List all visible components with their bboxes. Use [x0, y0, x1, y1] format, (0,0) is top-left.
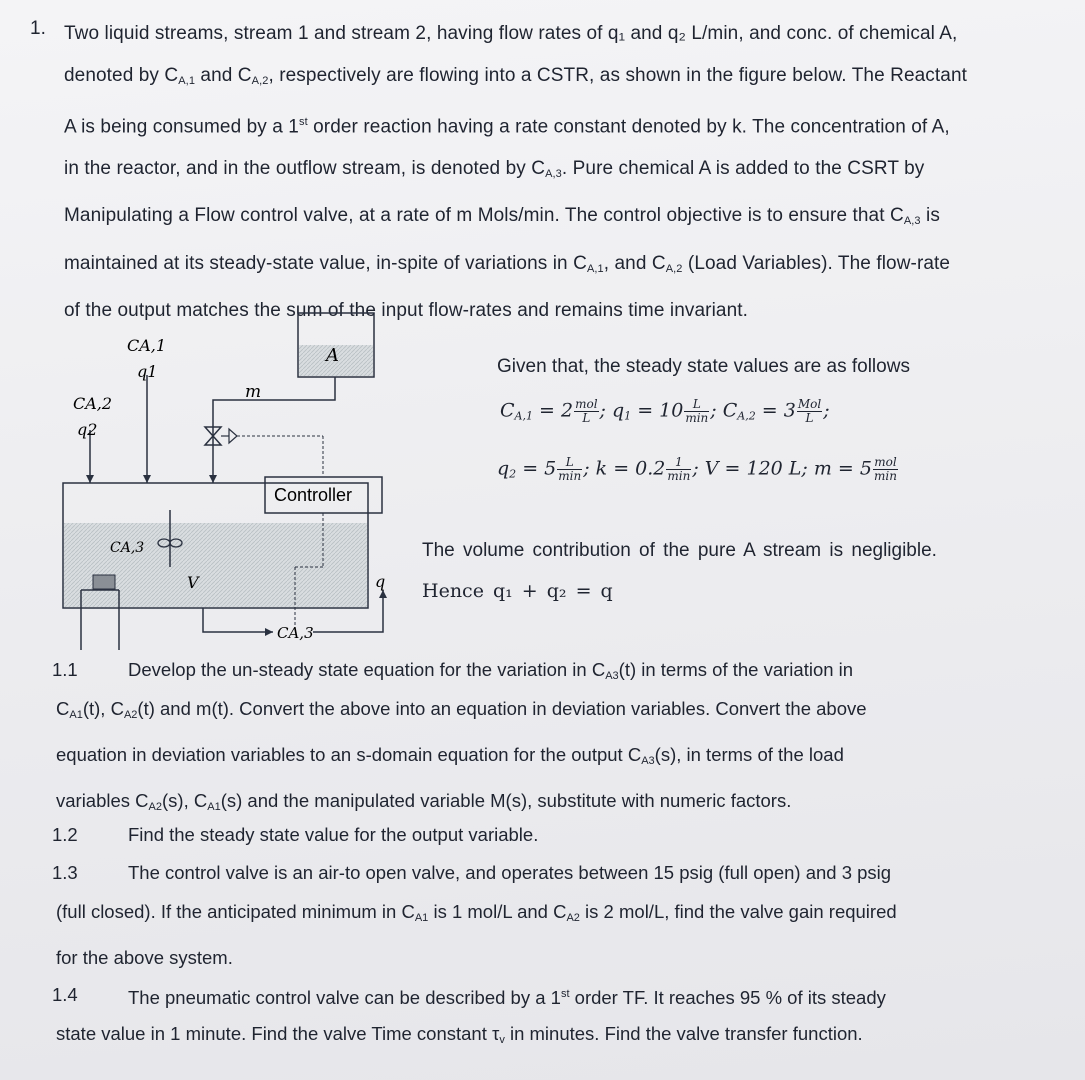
- hence-note: Hence q₁ + q₂ = q: [422, 580, 613, 602]
- question-line: of the output matches the sum of the input flow-rates and remains time invariant.: [64, 300, 749, 322]
- ca2-label: CA,2: [73, 394, 113, 413]
- part-continuation: (full closed). If the anticipated minimum in $C_{A1}$ is 1 mol/L and $C_{A2}$ is 2 mol/L, find the valve gain required for the above system.: [56, 901, 897, 968]
- outflow-line: [203, 608, 273, 632]
- ca3-tank-label: CA,3: [110, 540, 145, 556]
- given-row-1: $C_{A,1} = 2$ $\frac{\text{mol}}{L}$ ; $q_1 = 10$ $\frac{L}{\min}$ ; $C_{A,2} = 3$ $\frac{\text{Mol}}{L}$ ;: [500, 397, 830, 425]
- part-text: The control valve is an air-to open valve, and operates between 15 psig (full open) and 3 psig: [128, 862, 892, 883]
- valve-actuator: [229, 429, 237, 443]
- q2-label: q2: [77, 420, 98, 439]
- question-line: in the reactor, and in the outflow stream, is denoted by $C_{A,3}$. Pure chemical A is added to the CSRT by: [64, 157, 925, 180]
- given-intro: Given that, the steady state values are as follows: [497, 356, 910, 377]
- question-line: A is being consumed by a 1st order reaction having a rate constant denoted by k. The concentration of A,: [64, 116, 950, 138]
- part-number: 1.2: [52, 824, 78, 845]
- tank-a-label: A: [326, 345, 339, 366]
- part-number: 1.3: [52, 862, 78, 883]
- part-continuation: state value in 1 minute. Find the valve Time constant $\tau_v$ in minutes. Find the valve transfer function.: [56, 1023, 863, 1046]
- question-line: maintained at its steady-state value, in-spite of variations in $C_{A,1}$, and $C_{A,2}$ (Load Variables). The flow-rate: [64, 252, 951, 275]
- question-line: Two liquid streams, stream 1 and stream 2, having flow rates of q₁ and q₂ L/min, and conc. of chemical A,: [64, 23, 958, 44]
- q-label: q: [375, 572, 386, 591]
- part-continuation: $C_{A1}(t)$, $C_{A2}(t)$ and m(t). Convert the above into an equation in deviation variables. Convert the above equation in deviation variables to an s-domain equation for the output $C_{A3}(s)$, in terms of the load variables $C_{A2}(s)$, $C_{A1}(s)$ and the manipulated variable M(s), substitute with numeric factors.: [56, 698, 867, 813]
- m-label: m: [245, 382, 262, 402]
- volume-note: The volume contribution of the pure A stream is negligible.: [422, 540, 937, 561]
- given-row-2: $q_2 = 5$ $\frac{L}{\min}$ ; k = 0.2 $\frac{1}{\min}$ ; V = 120 L; m = 5 $\frac{\text{mol}}{\min}$: [497, 455, 897, 483]
- part-number: 1.4: [52, 984, 78, 1005]
- heater: [93, 575, 115, 589]
- question-number: 1.: [30, 18, 46, 39]
- part-text: The pneumatic control valve can be described by a 1st order TF. It reaches 95 % of its steady: [128, 987, 886, 1009]
- part-text: Find the steady state value for the output variable.: [128, 824, 539, 845]
- q1-label: q1: [137, 362, 158, 381]
- volume-label: V: [187, 573, 199, 592]
- question-text: [64, 13, 1024, 332]
- ca3-out-label: CA,3: [277, 624, 314, 642]
- question-line: denoted by $C_{A,1}$ and $C_{A,2}$, respectively are flowing into a CSTR, as shown in the figure below. The Reactant: [64, 64, 967, 87]
- question-line: Manipulating a Flow control valve, at a rate of m Mols/min. The control objective is to ensure that $C_{A,3}$ is: [64, 205, 940, 228]
- m-line: [213, 377, 335, 483]
- controller-label: Controller: [274, 485, 353, 505]
- cstr-diagram: [55, 305, 395, 650]
- reactor-liquid: [64, 523, 367, 607]
- part-text: Develop the un-steady state equation for the variation in $C_{A3}(t)$ in terms of the variation in: [128, 659, 854, 682]
- ca1-label: CA,1: [127, 336, 167, 355]
- part-number: 1.1: [52, 659, 78, 680]
